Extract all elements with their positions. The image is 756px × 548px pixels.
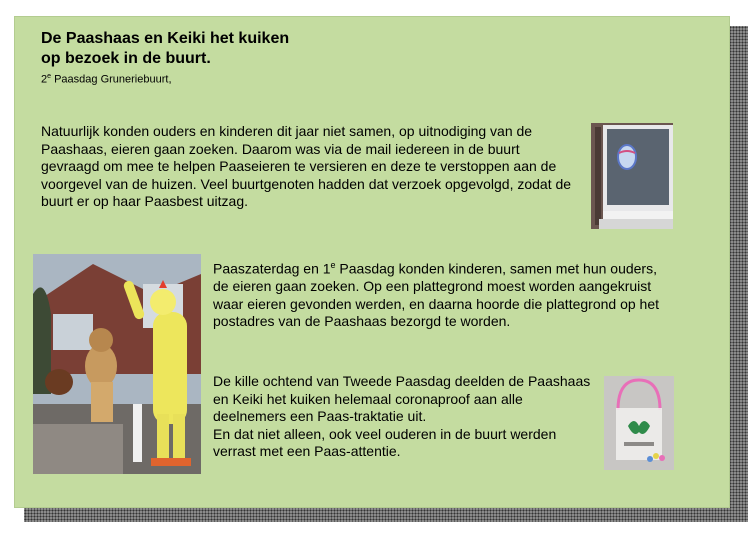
paragraph-egg-hunt: [213, 257, 673, 331]
title-line-1: De Paashaas en Keiki het kuiken: [41, 30, 290, 47]
title-line-2: op bezoek in de buurt.: [41, 50, 211, 67]
paragraph3-line-2: En dat niet alleen, ook veel ouderen in de buurt werden verrast met een Paas-attentie.: [213, 425, 557, 460]
easter-gift-photo: [604, 376, 674, 470]
paragraph2-post: Paasdag konden kinderen, samen met hun ouders, de eieren gaan zoeken. Op een plattegrond moest worden aangekruist waar eieren gevonden werden, en daarna hoorde die plattegrond op het postadres van de Paashaas bezorgd te worden.: [213, 260, 659, 330]
paragraph3-line-1: De kille ochtend van Tweede Paasdag deelden de Paashaas en Keiki het kuiken helemaal coronaproof aan alle deelnemers een Paas-traktatie uit.: [213, 373, 591, 425]
article-subtitle: [41, 73, 172, 86]
article-title: [41, 29, 289, 69]
subtitle-ordinal: 2: [41, 73, 48, 86]
paragraph-intro: Natuurlijk konden ouders en kinderen dit jaar niet samen, op uitnodiging van de Paashaas, eieren gaan zoeken. Daarom was via de mail iedereen in de buurt gevraagd om mee te helpen Paaseieren te versieren en deze te verstoppen aan de voorgevel van de huizen. Veel buurtgenoten hadden dat verzoek opgevolgd, zodat de buurt er op haar Paasbest uitzag.: [41, 123, 572, 210]
article-card: [14, 16, 730, 508]
easter-bunny-chick-photo: [33, 254, 201, 474]
paragraph2-sup: e: [330, 260, 336, 270]
window-egg-photo: [591, 123, 673, 229]
paragraph-treat: [213, 373, 598, 461]
subtitle-rest: Paasdag Gruneriebuurt,: [51, 73, 172, 86]
paragraph2-pre: Paaszaterdag en 1: [213, 260, 331, 277]
subtitle-sup: e: [47, 73, 52, 80]
